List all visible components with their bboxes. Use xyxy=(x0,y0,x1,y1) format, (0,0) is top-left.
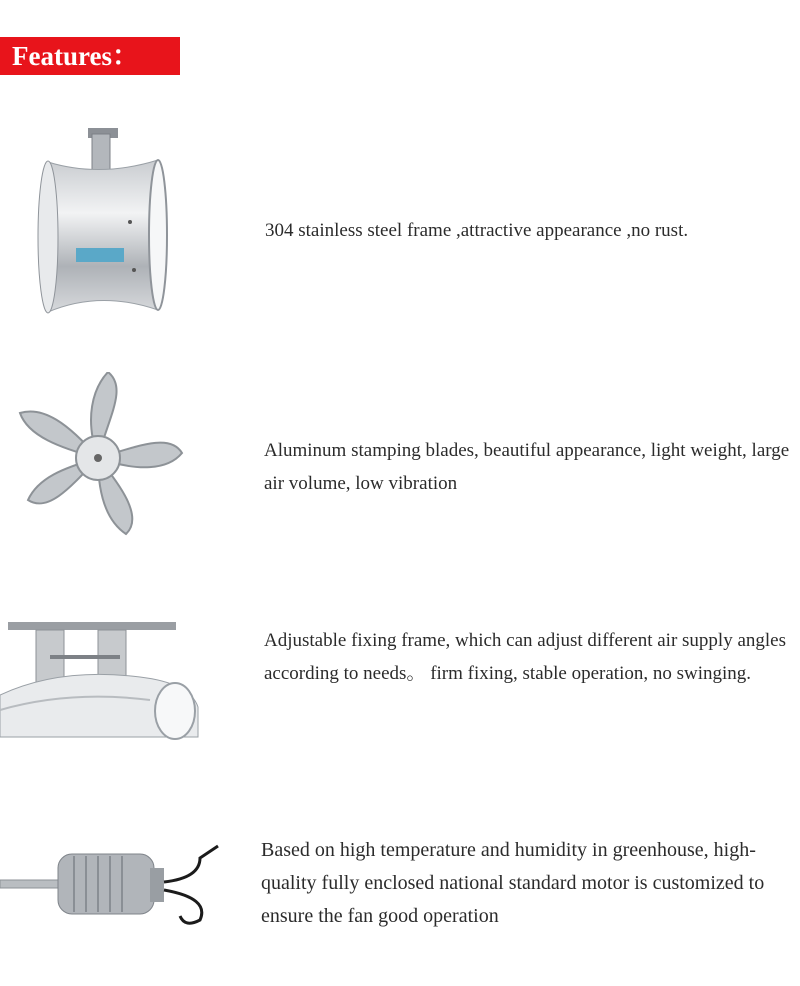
feature-text-blades: Aluminum stamping blades, beautiful appearance, light weight, large air volume, low vibration xyxy=(264,440,790,494)
fixing-frame-icon xyxy=(0,615,200,740)
motor-icon xyxy=(0,838,225,928)
fan-blade-icon xyxy=(10,372,185,547)
feature-text-motor: Based on high temperature and humidity in greenhouse, high-quality fully enclosed national standard motor is customized to ensure the fan good operation xyxy=(261,839,765,927)
feature-text-frame: 304 stainless steel frame ,attractive appearance ,no rust. xyxy=(265,220,689,241)
feature-text-fixing: Adjustable fixing frame, which can adjust different air supply angles according to needs。 firm fixing, stable operation, no swinging. xyxy=(264,630,786,684)
features-heading: Features： xyxy=(0,37,180,75)
fan-housing-icon xyxy=(30,120,180,320)
